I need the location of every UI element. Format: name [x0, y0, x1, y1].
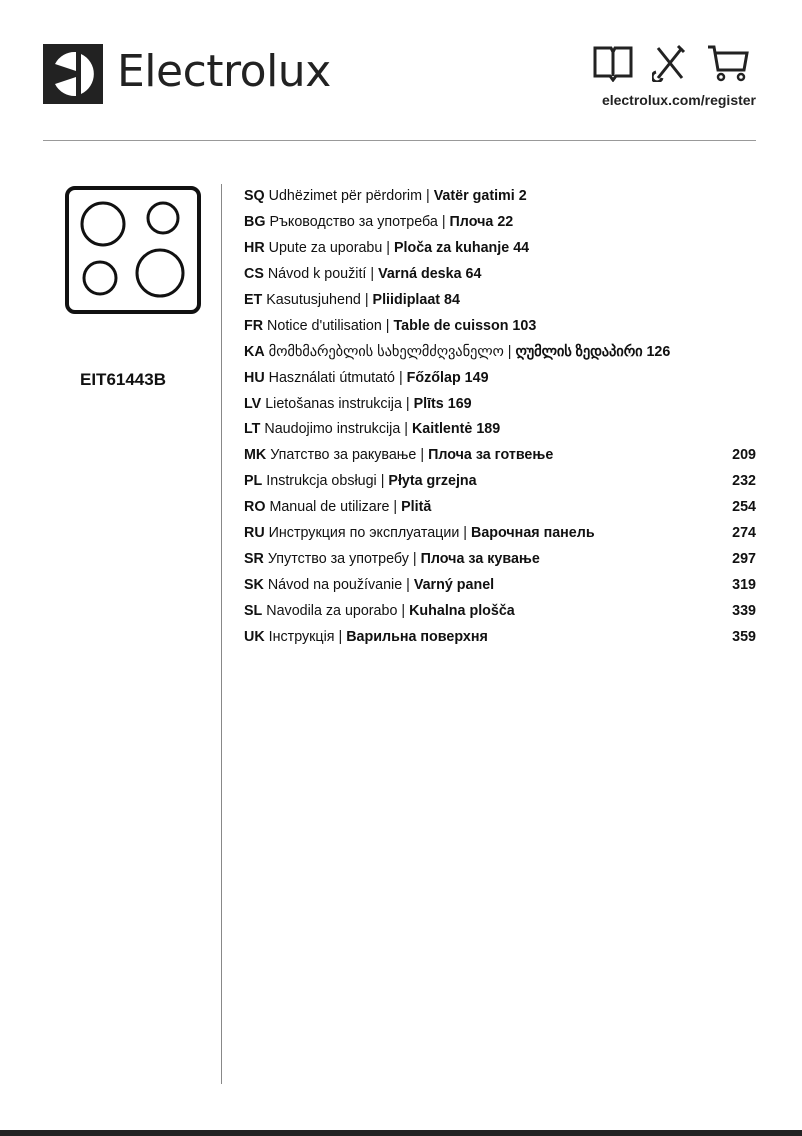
page-number: 319 — [732, 577, 756, 594]
page-number: 126 — [646, 343, 671, 360]
product-title: Kuhalna plošča — [409, 603, 515, 619]
product-title: Ploča za kuhanje — [393, 239, 510, 256]
separator: | — [401, 395, 414, 412]
separator: | — [416, 447, 429, 464]
manual-label: Інструкція — [268, 628, 335, 645]
separator: | — [400, 421, 412, 438]
product-title: Płyta grzejna — [388, 473, 477, 490]
language-code: ET — [244, 291, 263, 308]
language-entry-uk[interactable] — [244, 627, 756, 653]
manual-label: Instrukcja obsługi — [266, 473, 377, 490]
language-code: RO — [244, 499, 266, 516]
language-entry-hr[interactable] — [244, 238, 756, 264]
product-title: Vatër gatimi — [433, 188, 515, 204]
manual-label: Упутство за употребу — [267, 551, 409, 568]
manual-label: Návod k použití — [267, 265, 367, 282]
product-title: Варочная панель — [471, 525, 595, 542]
product-title: ღუმლის ზედაპირი — [515, 343, 643, 360]
page-number: 359 — [732, 628, 756, 645]
manual-label: Kasutusjuhend — [266, 291, 361, 308]
separator: | — [366, 265, 379, 282]
language-code: BG — [244, 213, 266, 230]
separator: | — [408, 551, 421, 568]
language-entry-fr[interactable] — [244, 316, 756, 342]
language-code: HR — [244, 239, 265, 256]
language-entry-sk[interactable] — [244, 575, 756, 601]
language-code: RU — [244, 525, 265, 542]
separator: | — [422, 188, 434, 204]
language-code: MK — [244, 447, 267, 464]
page-number: 189 — [476, 421, 501, 438]
shopping-cart-icon — [706, 44, 750, 82]
page-number: 169 — [447, 395, 472, 412]
manual-label: Ръководство за употреба — [269, 213, 438, 230]
page-number: 22 — [497, 213, 514, 230]
page-number: 297 — [732, 551, 756, 568]
separator: | — [437, 213, 450, 230]
hob-diagram-icon — [65, 186, 201, 314]
language-entry-sl[interactable] — [244, 601, 756, 627]
language-entry-cs[interactable] — [244, 264, 756, 290]
product-title: Plită — [401, 499, 432, 516]
separator: | — [402, 577, 414, 594]
language-code: CS — [244, 265, 264, 282]
manual-label: Manual de utilizare — [269, 499, 390, 516]
language-code: LT — [244, 421, 261, 438]
column-divider — [221, 184, 222, 1084]
separator: | — [334, 628, 347, 645]
product-title: Kaitlentė — [411, 421, 473, 438]
language-entry-pl[interactable] — [244, 471, 756, 497]
language-code: SL — [244, 603, 263, 619]
manual-label: Navodila za uporabo — [266, 603, 398, 619]
product-title: Plīts — [413, 395, 444, 412]
manual-label: Upute za uporabu — [268, 239, 383, 256]
page-number: 103 — [512, 317, 537, 334]
product-title: Плоча за готвење — [428, 447, 554, 464]
language-entry-sr[interactable] — [244, 549, 756, 575]
product-title: Варильна поверхня — [346, 628, 488, 645]
manual-label: Lietošanas instrukcija — [265, 395, 402, 412]
page-number: 274 — [732, 525, 756, 542]
language-code: LV — [244, 395, 262, 412]
manual-label: Udhëzimet për përdorim — [268, 188, 423, 204]
manual-label: Návod na používanie — [267, 577, 403, 594]
separator: | — [360, 291, 373, 308]
separator: | — [503, 343, 516, 360]
separator: | — [397, 603, 410, 619]
page-number: 232 — [732, 473, 756, 490]
language-code: SK — [244, 577, 264, 594]
language-code: SR — [244, 551, 264, 568]
language-code: HU — [244, 369, 265, 386]
page-number: 254 — [732, 499, 756, 516]
page-number: 64 — [465, 265, 482, 282]
product-title: Varný panel — [413, 577, 495, 594]
product-title: Плоча — [449, 213, 494, 230]
language-entry-lt[interactable] — [244, 419, 756, 445]
language-code: PL — [244, 473, 263, 490]
language-entry-mk[interactable] — [244, 445, 756, 471]
language-code: FR — [244, 317, 264, 334]
language-entry-hu[interactable] — [244, 368, 756, 394]
language-code: UK — [244, 628, 265, 645]
page-number: 84 — [444, 291, 460, 308]
language-entry-et[interactable] — [244, 290, 756, 316]
language-entry-sq[interactable] — [244, 186, 756, 212]
separator: | — [376, 473, 389, 490]
page-number: 209 — [732, 447, 756, 464]
separator: | — [389, 499, 402, 516]
language-entry-ka[interactable] — [244, 342, 756, 368]
manual-label: Инструкция по эксплуатации — [268, 525, 460, 542]
register-link[interactable]: electrolux.com/register — [601, 92, 756, 108]
divider — [43, 140, 756, 141]
page-number: 339 — [732, 603, 756, 619]
separator: | — [395, 369, 407, 386]
page-number: 2 — [518, 188, 527, 204]
language-entry-lv[interactable] — [244, 394, 756, 420]
manual-label: Упатство за ракување — [270, 447, 417, 464]
electrolux-logo-icon — [43, 44, 103, 104]
tools-icon — [652, 44, 688, 82]
product-title: Varná deska — [378, 265, 462, 282]
bottom-bar — [0, 1130, 802, 1136]
language-code: KA — [244, 343, 265, 360]
page-number: 44 — [513, 239, 530, 256]
language-code: SQ — [244, 188, 265, 204]
book-icon — [592, 44, 634, 82]
manual-label: Használati útmutató — [268, 369, 395, 386]
manual-label: Notice d'utilisation — [267, 317, 382, 334]
product-title: Pliidiplaat — [372, 291, 441, 308]
header-icons — [592, 44, 750, 82]
separator: | — [381, 317, 394, 334]
product-title: Плоча за кување — [420, 551, 540, 568]
brand-name: Electrolux — [117, 46, 331, 97]
language-index — [244, 186, 756, 653]
language-entry-ru[interactable] — [244, 523, 756, 549]
separator: | — [382, 239, 394, 256]
product-title: Főzőlap — [406, 369, 461, 386]
language-entry-ro[interactable] — [244, 497, 756, 523]
language-entry-bg[interactable] — [244, 212, 756, 238]
product-title: Table de cuisson — [393, 317, 509, 334]
manual-label: Naudojimo instrukcija — [264, 421, 401, 438]
page-number: 149 — [464, 369, 489, 386]
separator: | — [459, 525, 471, 542]
model-number: EIT61443B — [80, 370, 166, 389]
manual-label: მომხმარებლის სახელმძღვანელო — [268, 343, 504, 360]
